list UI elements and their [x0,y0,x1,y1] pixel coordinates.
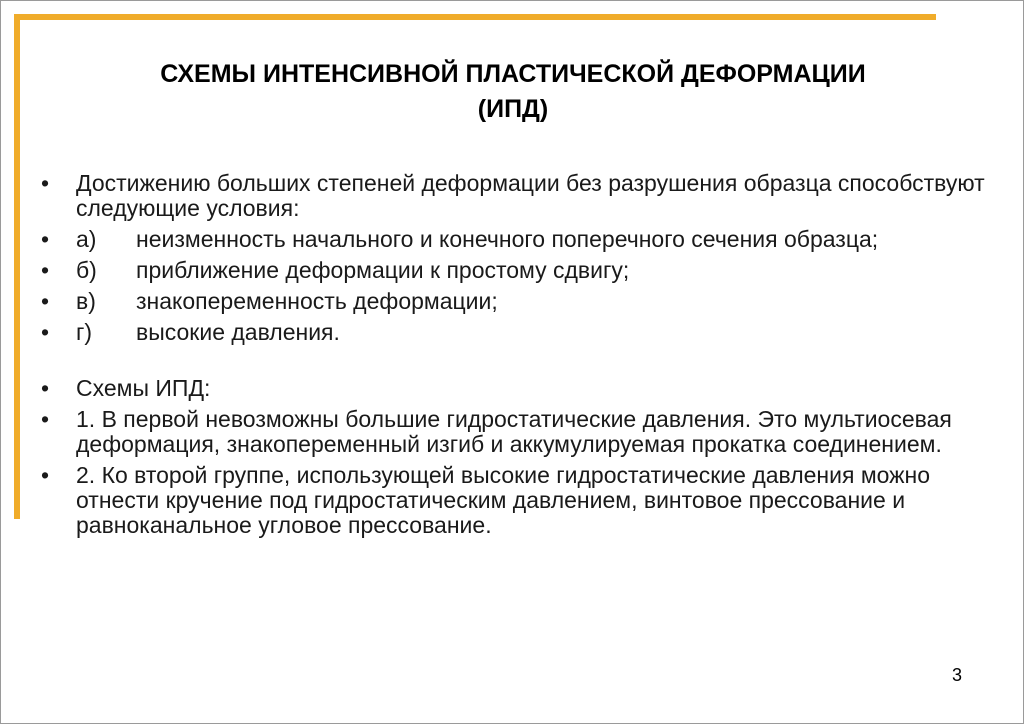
list-item [41,463,1001,538]
list-item [41,320,1001,345]
item-text: Схемы ИПД: [76,375,211,401]
spacer [41,351,1001,376]
item-text: 1. В первой невозможны большие гидростатические давления. Это мультиосевая деформация, знакопеременный изгиб и аккумулируемая прокатка соединением. [76,406,952,457]
bullet-icon: • [41,288,50,314]
bullet-icon: • [41,170,50,196]
bullet-list [41,171,1001,544]
slide-title [41,57,985,127]
bullet-icon: • [41,319,50,345]
item-marker: а) [76,226,97,252]
accent-bar-top [14,14,936,20]
title-line-2: (ИПД) [477,95,549,123]
list-item [41,376,1001,401]
list-item [41,258,1001,283]
bullet-icon: • [41,406,50,432]
list-item [41,171,1001,221]
title-line-1: СХЕМЫ ИНТЕНСИВНОЙ ПЛАСТИЧЕСКОЙ ДЕФОРМАЦИИ [160,60,866,88]
item-text: 2. Ко второй группе, использующей высокие гидростатические давления можно отнести кручение под гидростатическим давлением, винтовое прессование и равноканальное угловое прессование. [76,462,931,538]
bullet-icon: • [41,375,50,401]
item-text: приближение деформации к простому сдвигу; [136,257,630,283]
bullet-icon: • [41,462,50,488]
accent-bar-left [14,14,20,519]
item-text: знакопеременность деформации; [136,288,498,314]
item-text: неизменность начального и конечного поперечного сечения образца; [136,226,879,252]
bullet-icon: • [41,257,50,283]
item-text: высокие давления. [136,319,340,345]
list-item [41,407,1001,457]
item-marker: в) [76,288,96,314]
item-marker: б) [76,257,97,283]
list-item [41,227,1001,252]
item-marker: г) [76,319,93,345]
item-text: Достижению больших степеней деформации без разрушения образца способствуют следующие условия: [76,170,985,221]
bullet-icon: • [41,226,50,252]
page-number: 3 [952,665,963,685]
list-item [41,289,1001,314]
